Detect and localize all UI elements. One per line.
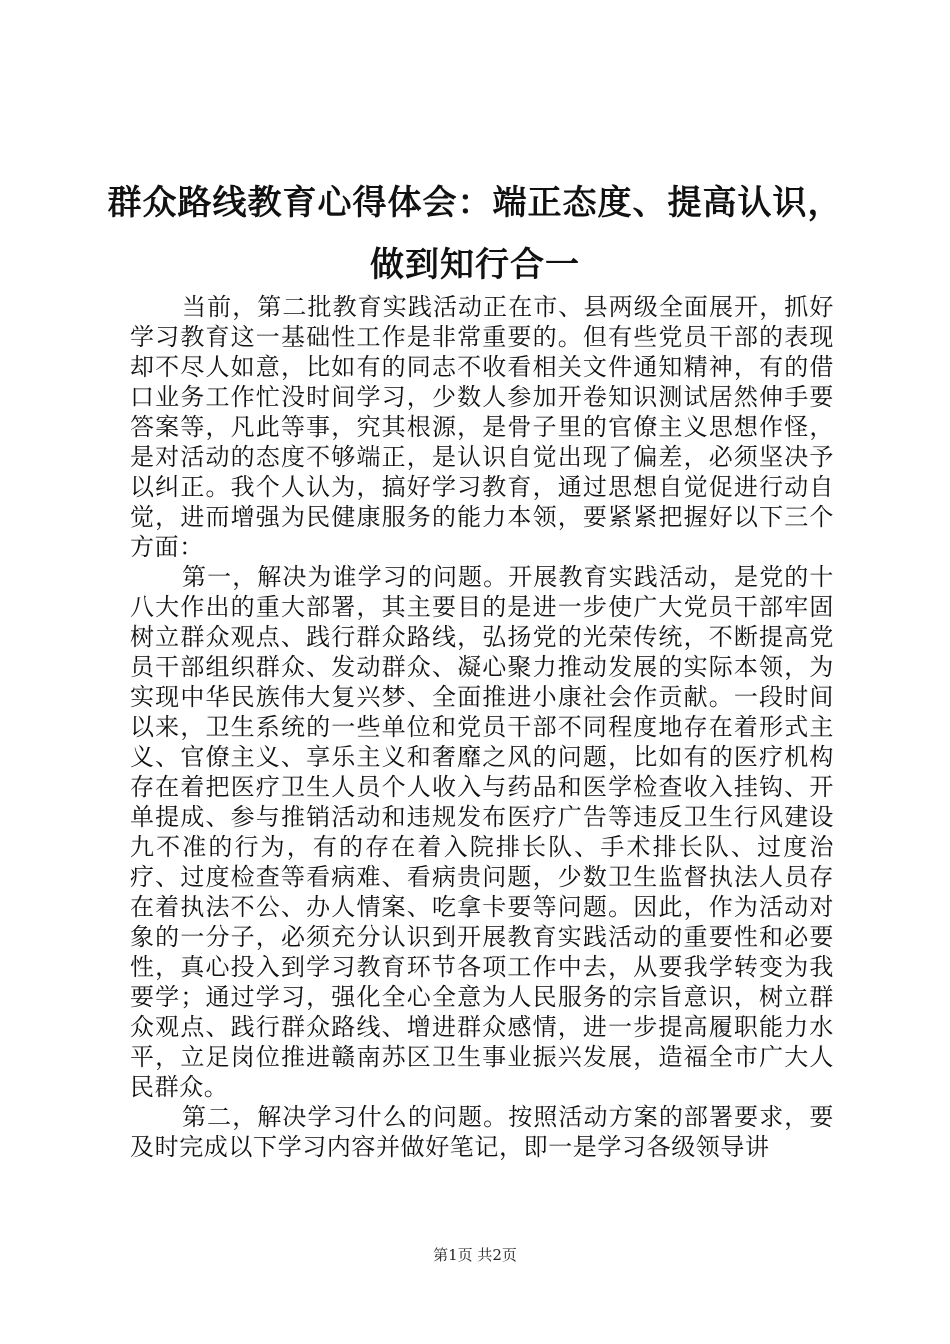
- document-title-line-2: 做到知行合一: [370, 245, 580, 285]
- paragraph-first-point: 第一，解决为谁学习的问题。开展教育实践活动，是党的十八大作出的重大部署，其主要目的是进一步使广大党员干部牢固树立群众观点、践行群众路线，弘扬党的光荣传统，不断提高党员干部组织群众、发动群众、凝心聚力推动发展的实际本领，为实现中华民族伟大复兴梦、全面推进小康社会作贡献。一段时间以来，卫生系统的一些单位和党员干部不同程度地存在着形式主义、官僚主义、享乐主义和奢靡之风的问题，比如有的医疗机构存在着把医疗卫生人员个人收入与药品和医学检查收入挂钩、开单提成、参与推销活动和违规发布医疗广告等违反卫生行风建设九不准的行为，有的存在着入院排长队、手术排长队、过度治疗、过度检查等看病难、看病贵问题，少数卫生监督执法人员存在着执法不公、办人情案、吃拿卡要等问题。因此，作为活动对象的一分子，必须充分认识到开展教育实践活动的重要性和必要性，真心投入到学习教育环节各项工作中去，从要我学转变为我要学；通过学习，强化全心全意为人民服务的宗旨意识，树立群众观点、践行群众路线、增进群众感情，进一步提高履职能力水平，立足岗位推进赣南苏区卫生事业振兴发展，造福全市广大人民群众。: [130, 563, 834, 1101]
- paragraph-intro: 当前，第二批教育实践活动正在市、县两级全面展开，抓好学习教育这一基础性工作是非常重要的。但有些党员干部的表现却不尽人如意，比如有的同志不收看相关文件通知精神，有的借口业务工作忙没时间学习，少数人参加开卷知识测试居然伸手要答案等，凡此等事，究其根源，是骨子里的官僚主义思想作怪，是对活动的态度不够端正，是认识自觉出现了偏差，必须坚决予以纠正。我个人认为，搞好学习教育，通过思想自觉促进行动自觉，进而增强为民健康服务的能力本领，要紧紧把握好以下三个方面：: [130, 293, 834, 561]
- paragraph-second-point: 第二，解决学习什么的问题。按照活动方案的部署要求，要及时完成以下学习内容并做好笔记，即一是学习各级领导讲: [130, 1103, 834, 1161]
- document-title-line-1: 群众路线教育心得体会：端正态度、提高认识，: [107, 183, 843, 223]
- document-body: [130, 292, 834, 1162]
- page-footer: 第1页 共2页: [433, 1246, 517, 1264]
